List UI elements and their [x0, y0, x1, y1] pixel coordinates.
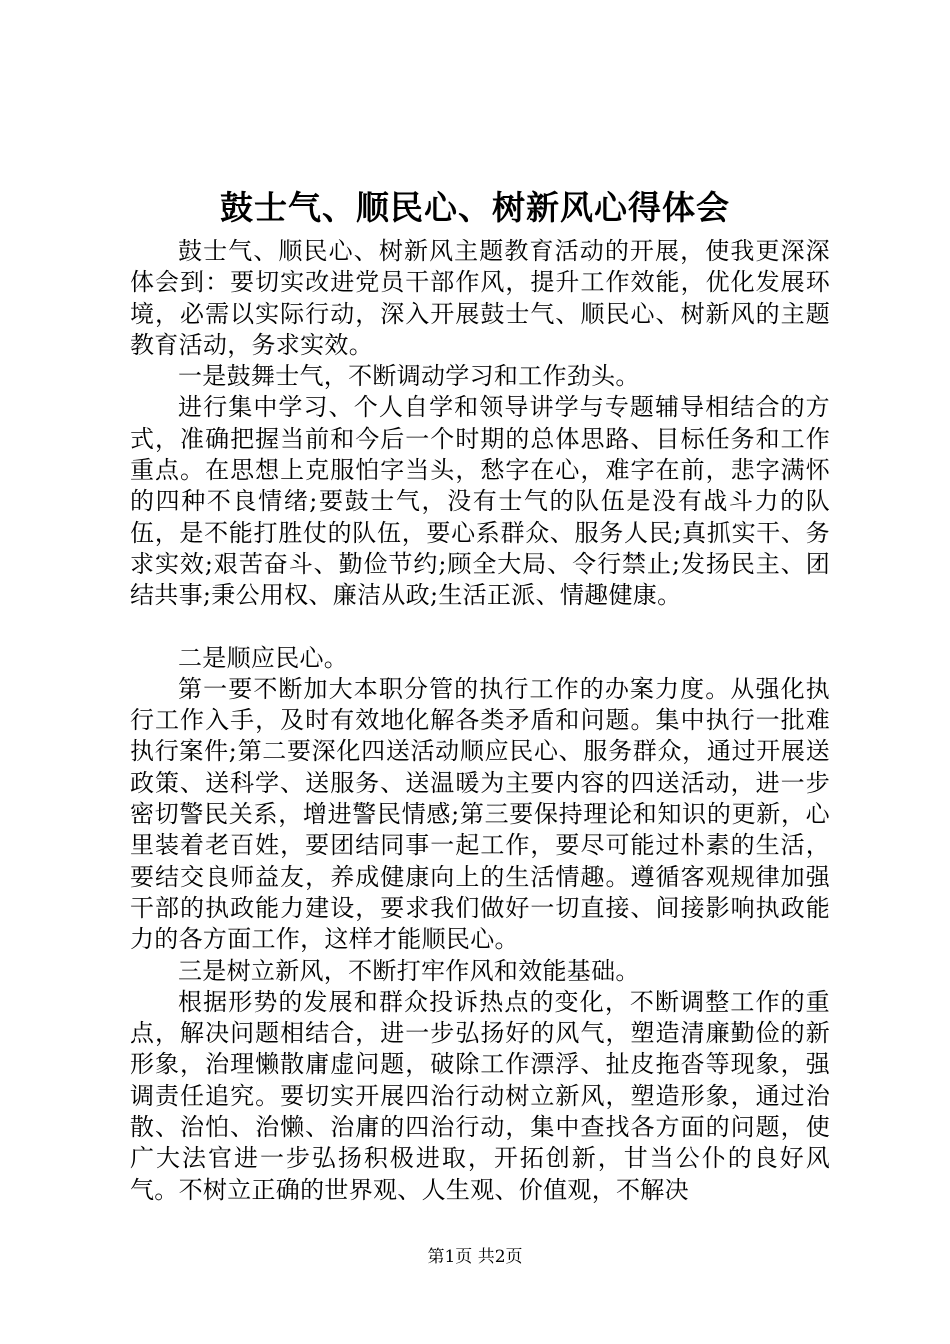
document-body [130, 236, 830, 1206]
paragraph-heading-2: 二是顺应民心。 [178, 643, 349, 672]
paragraph-heading-3: 三是树立新风，不断打牢作风和效能基础。 [178, 956, 640, 985]
page-number-footer: 第1页 共2页 [427, 1247, 523, 1267]
paragraph-intro: 鼓士气、顺民心、树新风主题教育活动的开展，使我更深深体会到：要切实改进党员干部作风，提升工作效能，优化发展环境，必需以实际行动，深入开展鼓士气、顺民心、树新风的主题教育活动，务求实效。 [130, 237, 830, 359]
paragraph-section-2: 第一要不断加大本职分管的执行工作的办案力度。从强化执行工作入手，及时有效地化解各类矛盾和问题。集中执行一批难执行案件;第二要深化四送活动顺应民心、服务群众，通过开展送政策、送科学、送服务、送温暖为主要内容的四送活动，进一步密切警民关系，增进警民情感;第三要保持理论和知识的更新，心里装着老百姓，要团结同事一起工作，要尽可能过朴素的生活，要结交良师益友，养成健康向上的生活情趣。遵循客观规律加强干部的执政能力建设，要求我们做好一切直接、间接影响执政能力的各方面工作，这样才能顺民心。 [130, 674, 830, 954]
paragraph-section-3: 根据形势的发展和群众投诉热点的变化，不断调整工作的重点，解决问题相结合，进一步弘扬好的风气，塑造清廉勤俭的新形象，治理懒散庸虚问题，破除工作漂浮、扯皮拖沓等现象，强调责任追究。要切实开展四治行动树立新风，塑造形象，通过治散、治怕、治懒、治庸的四治行动，集中查找各方面的问题，使广大法官进一步弘扬积极进取，开拓创新，甘当公仆的良好风气。不树立正确的世界观、人生观、价值观，不解决 [130, 987, 830, 1204]
paragraph-section-1: 进行集中学习、个人自学和领导讲学与专题辅导相结合的方式，准确把握当前和今后一个时期的总体思路、目标任务和工作重点。在思想上克服怕字当头，愁字在心，难字在前，悲字满怀的四种不良情绪;要鼓士气，没有士气的队伍是没有战斗力的队伍，是不能打胜仗的队伍，要心系群众、服务人民;真抓实干、务求实效;艰苦奋斗、勤俭节约;顾全大局、令行禁止;发扬民主、团结共事;秉公用权、廉洁从政;生活正派、情趣健康。 [130, 393, 830, 610]
document-title: 鼓士气、顺民心、树新风心得体会 [220, 188, 730, 227]
paragraph-heading-1: 一是鼓舞士气，不断调动学习和工作劲头。 [178, 362, 640, 391]
